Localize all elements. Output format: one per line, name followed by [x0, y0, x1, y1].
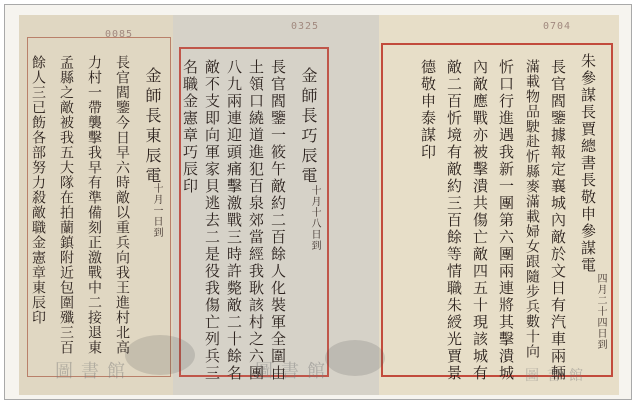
scan-shadow — [125, 335, 195, 375]
text-column-5: 名職金憲章巧辰印 — [181, 59, 199, 195]
text-column-3: 忻口行進遇我新一團第六團兩連將其擊潰城 — [497, 59, 515, 382]
text-column-1: 長官閻鑒一筱午敵約二百餘人化裝軍全圍由 — [269, 59, 287, 382]
serial-number: 0704 — [543, 21, 572, 32]
text-column-2: 土領口繞道進犯百泉郊當經我耿該村之六團 — [247, 59, 265, 382]
text-column-3: 八九兩連迎頭痛擊激戰三時許斃敵二十餘名 — [225, 59, 243, 382]
text-column-1: 長官閻鑒據報定襄城內敵於文日有汽車兩輛 — [549, 59, 567, 382]
serial-number: 0085 — [105, 29, 134, 40]
telegram-title: 金師長巧辰電 — [299, 67, 318, 187]
text-column-1: 長官閻鑒今日早六時敵以重兵向我王進村北高 — [114, 55, 130, 355]
telegram-title: 朱參謀長賈總書長敬申參謀電 — [579, 53, 597, 274]
library-watermark: 圖書館 — [525, 368, 591, 384]
text-column-2: 力村一帶襲擊我早有準備刻正激戰中二接退東 — [86, 55, 102, 355]
document-sheet-right — [379, 15, 619, 395]
serial-number: 0325 — [291, 21, 320, 32]
text-column-3: 孟縣之敵被我五大隊在拍蘭鎮附近包圍殲三百 — [58, 55, 74, 355]
library-watermark: 圖書館 — [255, 361, 333, 382]
text-column-2: 滿載物品駛赴忻縣麥滿載婦女跟隨步兵數十向 — [524, 59, 540, 359]
telegram-title: 金師長東辰電 — [143, 67, 162, 187]
text-column-4: 餘人三已飭各部努力殺敵職金憲章東辰印 — [30, 55, 46, 325]
scan-shadow — [325, 340, 385, 376]
library-watermark: 圖書館 — [55, 361, 133, 382]
document-sheet-middle — [173, 15, 379, 395]
text-column-6: 德敬申泰謀印 — [419, 59, 437, 161]
text-column-4: 敵不支即向軍家貝逃去二是役我傷亡列兵三 — [203, 59, 221, 382]
telegram-date: 十月一日到 — [151, 183, 162, 238]
text-column-5: 敵二百忻境有敵約三百餘等情職朱綬光賈景 — [445, 59, 463, 382]
image-frame — [4, 4, 632, 400]
telegram-date: 十月十八日到 — [309, 185, 320, 251]
telegram-date: 四月二十四日到 — [595, 273, 606, 350]
text-column-4: 內敵應戰亦被擊潰共傷亡敵四五十現該城有 — [471, 59, 489, 382]
